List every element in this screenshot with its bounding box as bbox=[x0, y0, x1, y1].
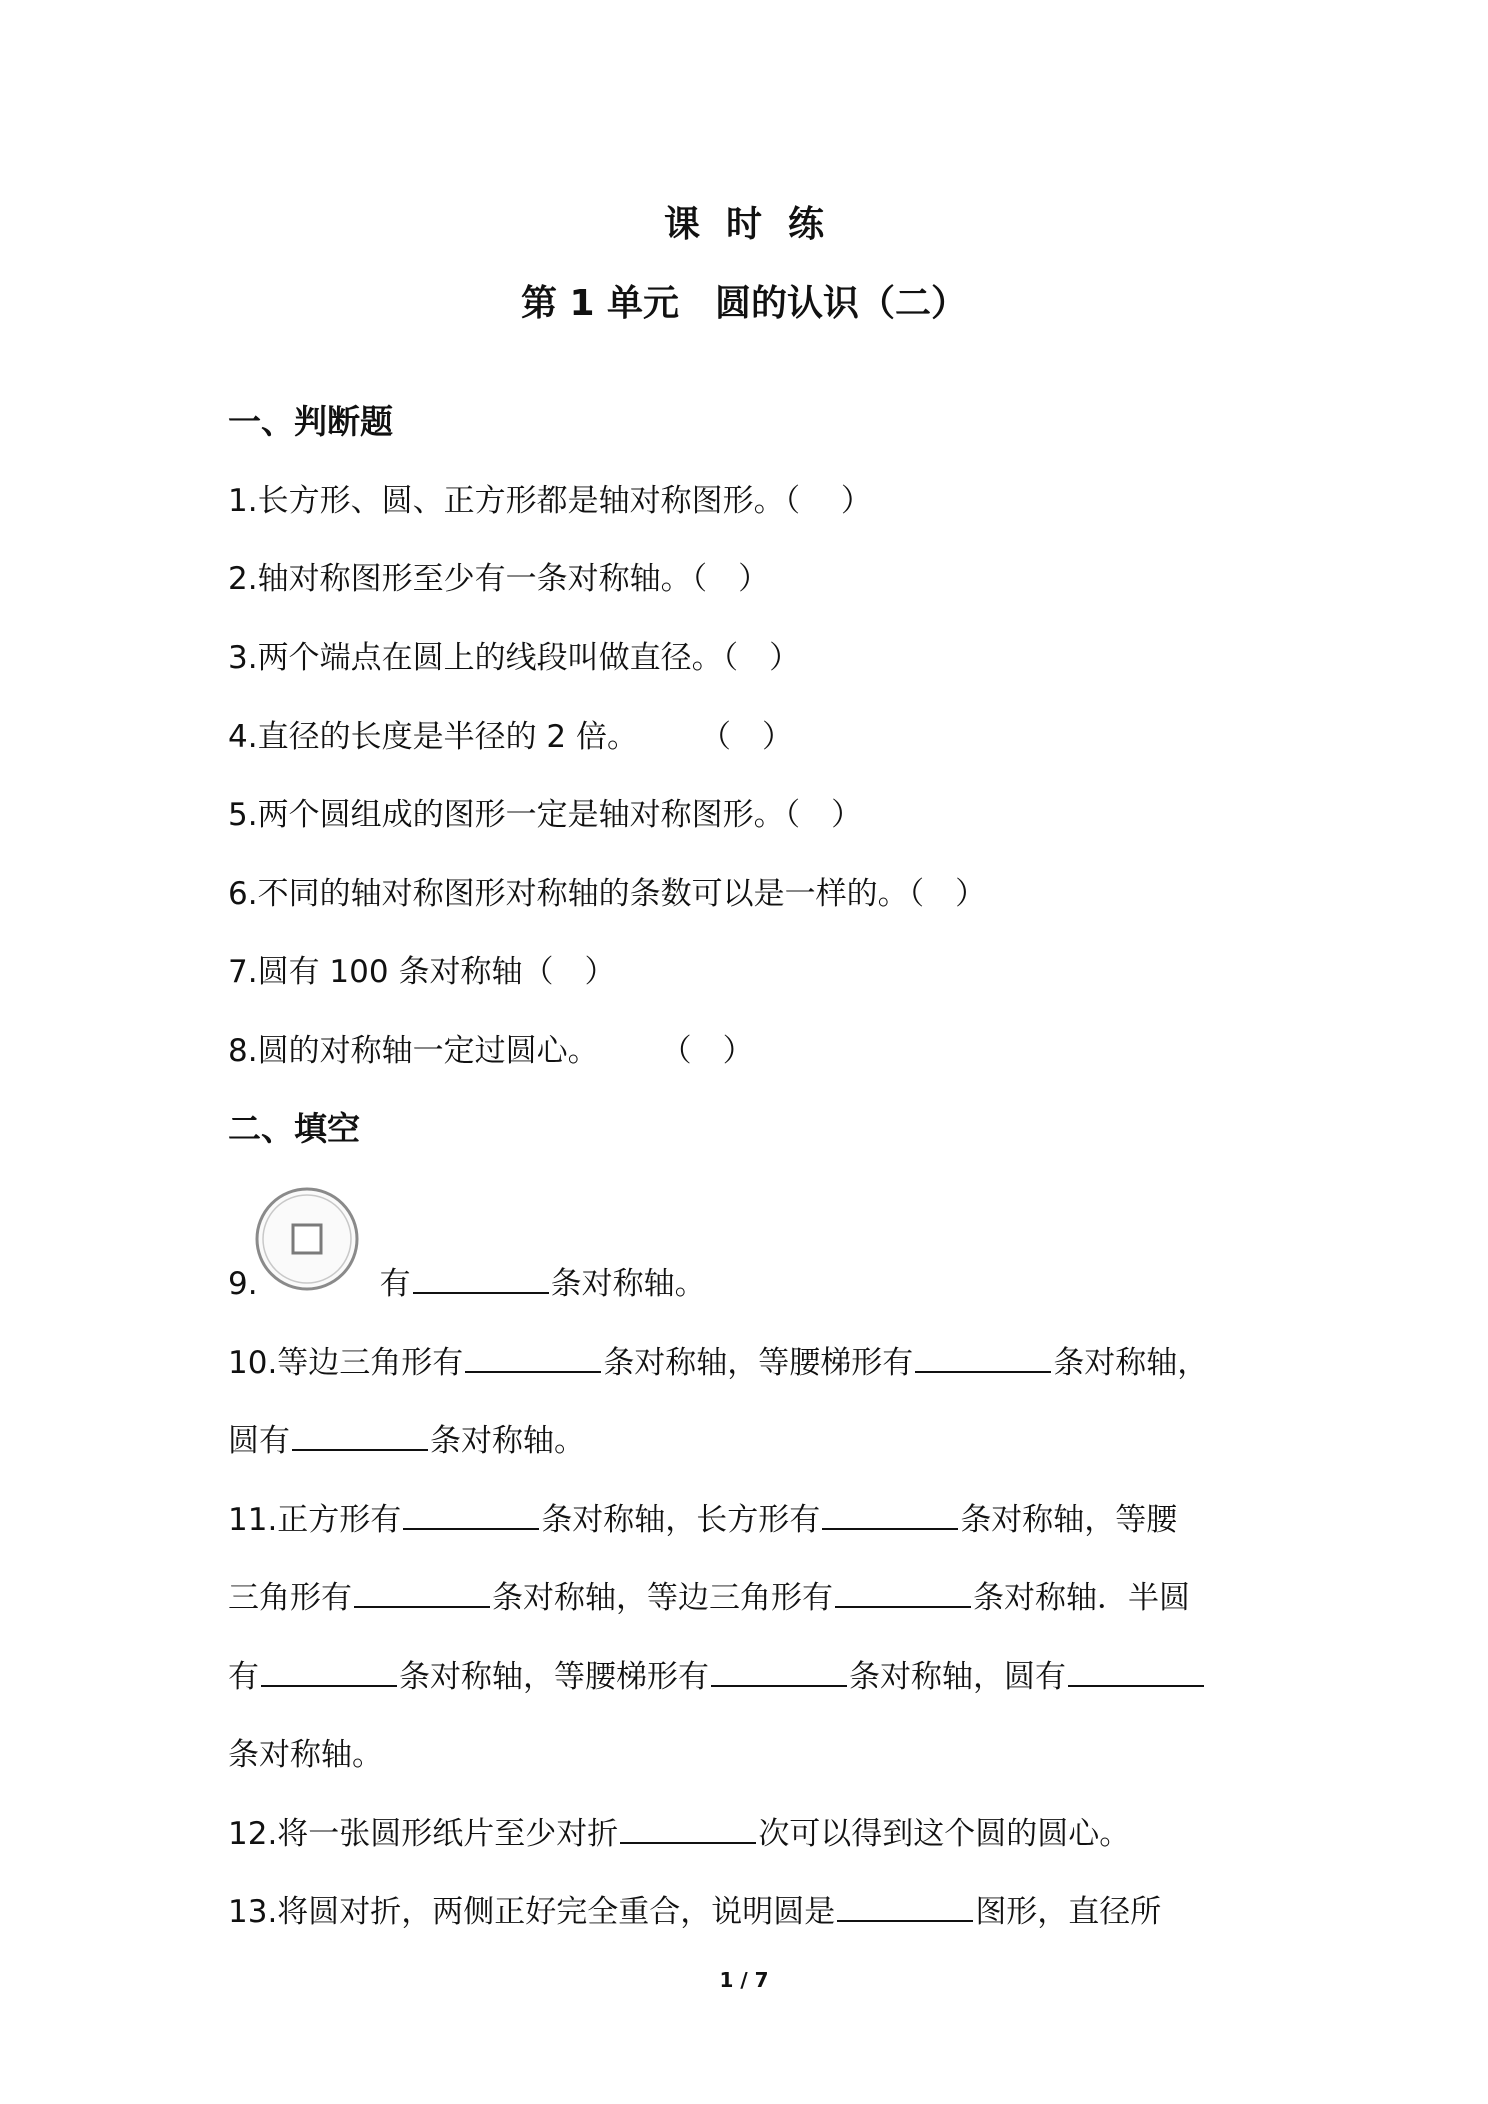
question-11-text-a: 11.正方形有 bbox=[228, 1502, 402, 1538]
question-4: 4.直径的长度是半径的 2 倍。 （ ） bbox=[228, 719, 794, 755]
answer-blank[interactable] bbox=[413, 1264, 549, 1294]
section-heading-fill-in: 二、填空 bbox=[228, 1109, 360, 1148]
question-11-text-h: 条对称轴，等腰梯形有 bbox=[399, 1659, 709, 1695]
answer-blank[interactable] bbox=[403, 1500, 539, 1530]
question-10-line-2 bbox=[228, 1415, 585, 1460]
answer-blank[interactable] bbox=[711, 1657, 847, 1687]
question-1: 1.长方形、圆、正方形都是轴对称图形。（ ） bbox=[228, 483, 872, 519]
question-9 bbox=[228, 1258, 706, 1303]
page-subtitle: 第 1 单元 圆的认识（二） bbox=[520, 283, 968, 324]
section-heading-judgement: 一、判断题 bbox=[228, 402, 393, 441]
question-11-text-g: 有 bbox=[228, 1659, 259, 1695]
question-10-text-c: 条对称轴， bbox=[1053, 1345, 1209, 1381]
question-2: 2.轴对称图形至少有一条对称轴。（ ） bbox=[228, 561, 770, 597]
question-12 bbox=[228, 1808, 1130, 1853]
question-11-line-2 bbox=[228, 1572, 1190, 1617]
answer-blank[interactable] bbox=[835, 1578, 971, 1608]
question-13-text-b: 图形，直径所 bbox=[975, 1894, 1162, 1930]
question-11-text-d: 三角形有 bbox=[228, 1580, 352, 1616]
question-11-text-c: 条对称轴，等腰 bbox=[960, 1502, 1178, 1538]
question-11-text-e: 条对称轴，等边三角形有 bbox=[492, 1580, 833, 1616]
question-5: 5.两个圆组成的图形一定是轴对称图形。（ ） bbox=[228, 797, 863, 833]
question-10-text-a: 10.等边三角形有 bbox=[228, 1345, 464, 1381]
question-10-text-b: 条对称轴，等腰梯形有 bbox=[603, 1345, 914, 1381]
question-11-text-b: 条对称轴，长方形有 bbox=[541, 1502, 821, 1538]
question-11-line-3 bbox=[228, 1651, 1206, 1696]
question-6: 6.不同的轴对称图形对称轴的条数可以是一样的。（ ） bbox=[228, 876, 987, 912]
question-10-line-1 bbox=[228, 1337, 1208, 1382]
question-13 bbox=[228, 1886, 1161, 1931]
question-12-text-b: 次可以得到这个圆的圆心。 bbox=[758, 1816, 1131, 1852]
answer-blank[interactable] bbox=[1068, 1657, 1204, 1687]
question-11-line-4 bbox=[228, 1729, 383, 1774]
question-11-text-j: 条对称轴。 bbox=[228, 1737, 383, 1773]
answer-blank[interactable] bbox=[915, 1343, 1051, 1373]
question-9-text-a: 有 bbox=[379, 1266, 411, 1302]
question-9-text-b: 条对称轴。 bbox=[550, 1266, 706, 1302]
question-11-line-1 bbox=[228, 1494, 1177, 1539]
question-9-number: 9. bbox=[228, 1266, 258, 1302]
answer-blank[interactable] bbox=[292, 1421, 428, 1451]
answer-blank[interactable] bbox=[837, 1892, 973, 1922]
answer-blank[interactable] bbox=[620, 1814, 756, 1844]
question-11-text-i: 条对称轴，圆有 bbox=[849, 1659, 1066, 1695]
question-10-text-e: 条对称轴。 bbox=[430, 1423, 585, 1459]
question-10-text-d: 圆有 bbox=[228, 1423, 290, 1459]
answer-blank[interactable] bbox=[822, 1500, 958, 1530]
answer-blank[interactable] bbox=[354, 1578, 490, 1608]
answer-blank[interactable] bbox=[465, 1343, 601, 1373]
page-number: 1 / 7 bbox=[719, 1968, 769, 1992]
question-12-text-a: 12.将一张圆形纸片至少对折 bbox=[228, 1816, 619, 1852]
question-8: 8.圆的对称轴一定过圆心。 （ ） bbox=[228, 1033, 754, 1069]
question-3: 3.两个端点在圆上的线段叫做直径。（ ） bbox=[228, 640, 801, 676]
question-7: 7.圆有 100 条对称轴（ ） bbox=[228, 954, 616, 990]
page-title: 课时练 bbox=[663, 204, 850, 245]
answer-blank[interactable] bbox=[261, 1657, 397, 1687]
question-13-text-a: 13.将圆对折，两侧正好完全重合，说明圆是 bbox=[228, 1894, 836, 1930]
question-11-text-f: 条对称轴．半圆 bbox=[973, 1580, 1190, 1616]
